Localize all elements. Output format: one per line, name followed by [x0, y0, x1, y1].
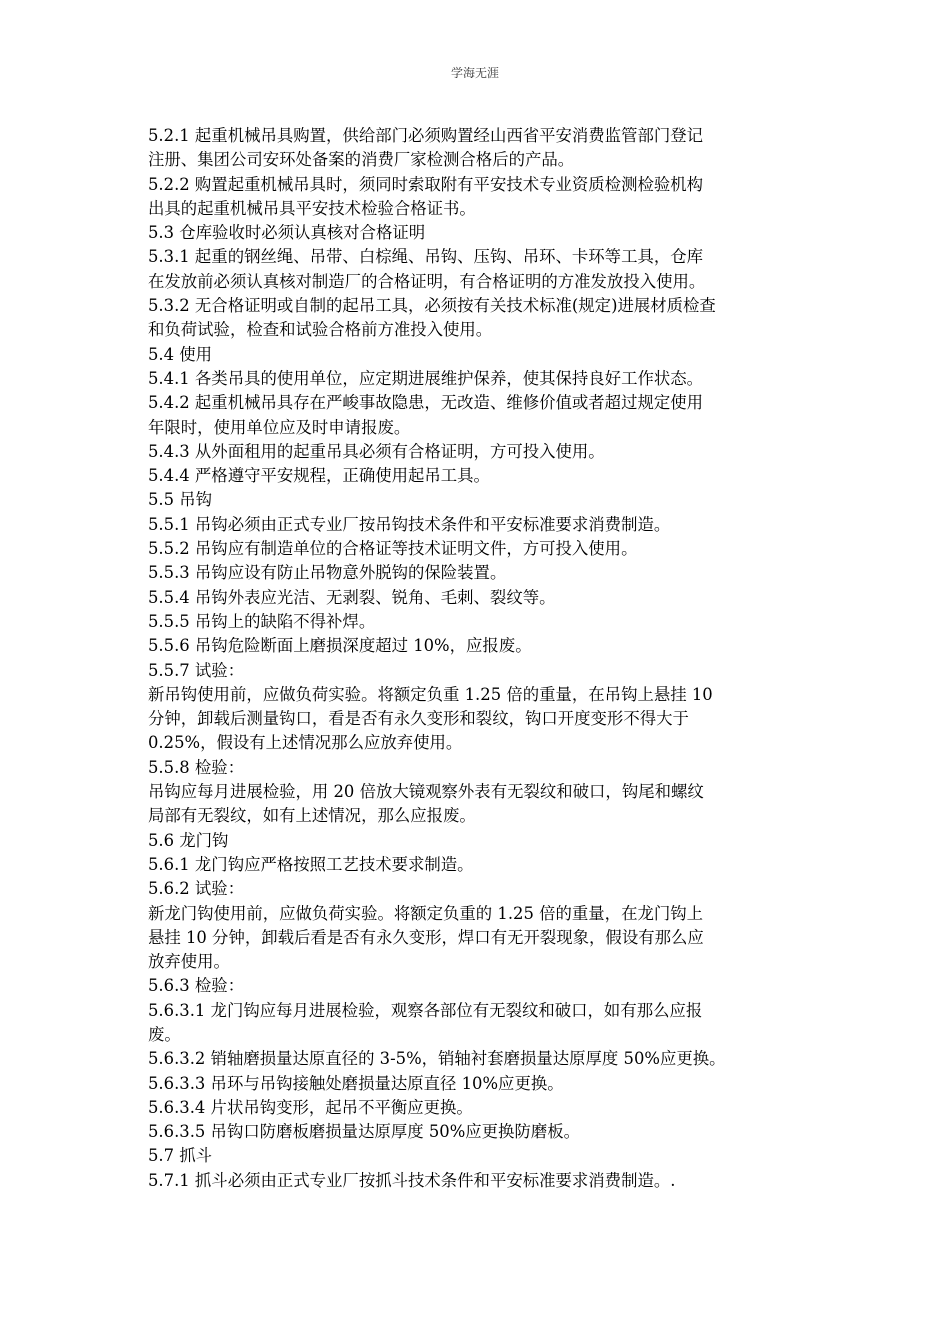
text-line: 5.5.8 检验：: [148, 757, 245, 777]
section-heading: 5.5 吊钩: [148, 490, 213, 510]
text-line: 5.5.6 吊钩危险断面上磨损深度超过 10%，应报废。: [148, 636, 532, 656]
text-line: 5.6.3.4 片状吊钩变形，起吊不平衡应更换。: [148, 1097, 473, 1117]
text-line: 5.4.4 严格遵守平安规程，正确使用起吊工具。: [148, 466, 490, 486]
text-line: 5.6.3.1 龙门钩应每月进展检验，观察各部位有无裂纹和破口，如有那么应报: [148, 1000, 703, 1020]
text-line: 5.4.3 从外面租用的起重吊具必须有合格证明，方可投入使用。: [148, 441, 605, 461]
text-line: 5.2.1 起重机械吊具购置，供给部门必须购置经山西省平安消费监管部门登记: [148, 126, 704, 145]
text-line: 局部有无裂纹，如有上述情况，那么应报废。: [148, 806, 476, 826]
text-line: 5.5.1 吊钩必须由正式专业厂按吊钩技术条件和平安标准要求消费制造。: [148, 514, 671, 534]
text-line: 5.5.5 吊钩上的缺陷不得补焊。: [148, 611, 376, 631]
section-heading: 5.6 龙门钩: [148, 830, 229, 850]
document-body: [148, 124, 808, 1193]
text-line: 5.6.3.5 吊钩口防磨板磨损量达原厚度 50%应更换防磨板。: [148, 1122, 581, 1142]
page-header: 学海无涯: [450, 66, 499, 80]
text-line: 5.6.3.2 销轴磨损量达原直径的 3-5%，销轴衬套磨损量达原厚度 50%应更换。: [148, 1049, 726, 1069]
text-line: 废。: [148, 1024, 181, 1044]
text-line: 新龙门钩使用前，应做负荷实验。将额定负重的 1.25 倍的重量，在龙门钩上: [148, 903, 704, 923]
text-line: 分钟，卸载后测量钩口，看是否有永久变形和裂纹，钩口开度变形不得大于: [148, 709, 689, 729]
section-heading: 5.7 抓斗: [148, 1146, 213, 1166]
text-line: 5.7.1 抓斗必须由正式专业厂按抓斗技术条件和平安标准要求消费制造。.: [148, 1170, 676, 1190]
text-line: 和负荷试验，检查和试验合格前方准投入使用。: [148, 320, 493, 340]
text-line: 5.5.3 吊钩应设有防止吊物意外脱钩的保险装置。: [148, 563, 507, 583]
text-line: 5.3.2 无合格证明或自制的起吊工具，必须按有关技术标准(规定)进展材质检查: [148, 296, 716, 316]
text-line: 5.6.3.3 吊环与吊钩接触处磨损量达原直径 10%应更换。: [148, 1073, 564, 1093]
text-line: 放弃使用。: [148, 952, 230, 972]
text-line: 5.6.2 试验：: [148, 879, 245, 899]
text-line: 5.5.7 试验：: [148, 660, 245, 680]
section-heading: 5.3 仓库验收时必须认真核对合格证明: [148, 223, 426, 243]
text-line: 5.4.2 起重机械吊具存在严峻事故隐患，无改造、维修价值或者超过规定使用: [148, 393, 704, 413]
text-line: 5.6.3 检验：: [148, 976, 245, 996]
text-line: 0.25%，假设有上述情况那么应放弃使用。: [148, 733, 463, 753]
text-line: 5.5.4 吊钩外表应光洁、无剥裂、锐角、毛刺、裂纹等。: [148, 587, 556, 607]
text-line: 5.6.1 龙门钩应严格按照工艺技术要求制造。: [148, 854, 474, 874]
text-line: 悬挂 10 分钟，卸载后看是否有永久变形，焊口有无开裂现象，假设有那么应: [148, 927, 704, 947]
text-line: 吊钩应每月进展检验，用 20 倍放大镜观察外表有无裂纹和破口，钩尾和螺纹: [148, 782, 704, 802]
text-line: 注册、集团公司安环处备案的消费厂家检测合格后的产品。: [148, 150, 575, 170]
text-line: 新吊钩使用前，应做负荷实验。将额定负重 1.25 倍的重量，在吊钩上悬挂 10: [148, 684, 713, 704]
text-line: 在发放前必须认真核对制造厂的合格证明，有合格证明的方准发放投入使用。: [148, 271, 706, 291]
text-line: 5.5.2 吊钩应有制造单位的合格证等技术证明文件，方可投入使用。: [148, 539, 638, 559]
section-heading: 5.4 使用: [148, 344, 213, 364]
text-line: 出具的起重机械吊具平安技术检验合格证书。: [148, 198, 476, 218]
text-line: 5.4.1 各类吊具的使用单位，应定期进展维护保养，使其保持良好工作状态。: [148, 368, 704, 388]
text-line: 5.3.1 起重的钢丝绳、吊带、白棕绳、吊钩、压钩、吊环、卡环等工具，仓库: [148, 247, 704, 267]
text-line: 5.2.2 购置起重机械吊具时，须同时索取附有平安技术专业资质检测检验机构: [148, 174, 704, 194]
text-line: 年限时，使用单位应及时申请报废。: [148, 417, 411, 437]
